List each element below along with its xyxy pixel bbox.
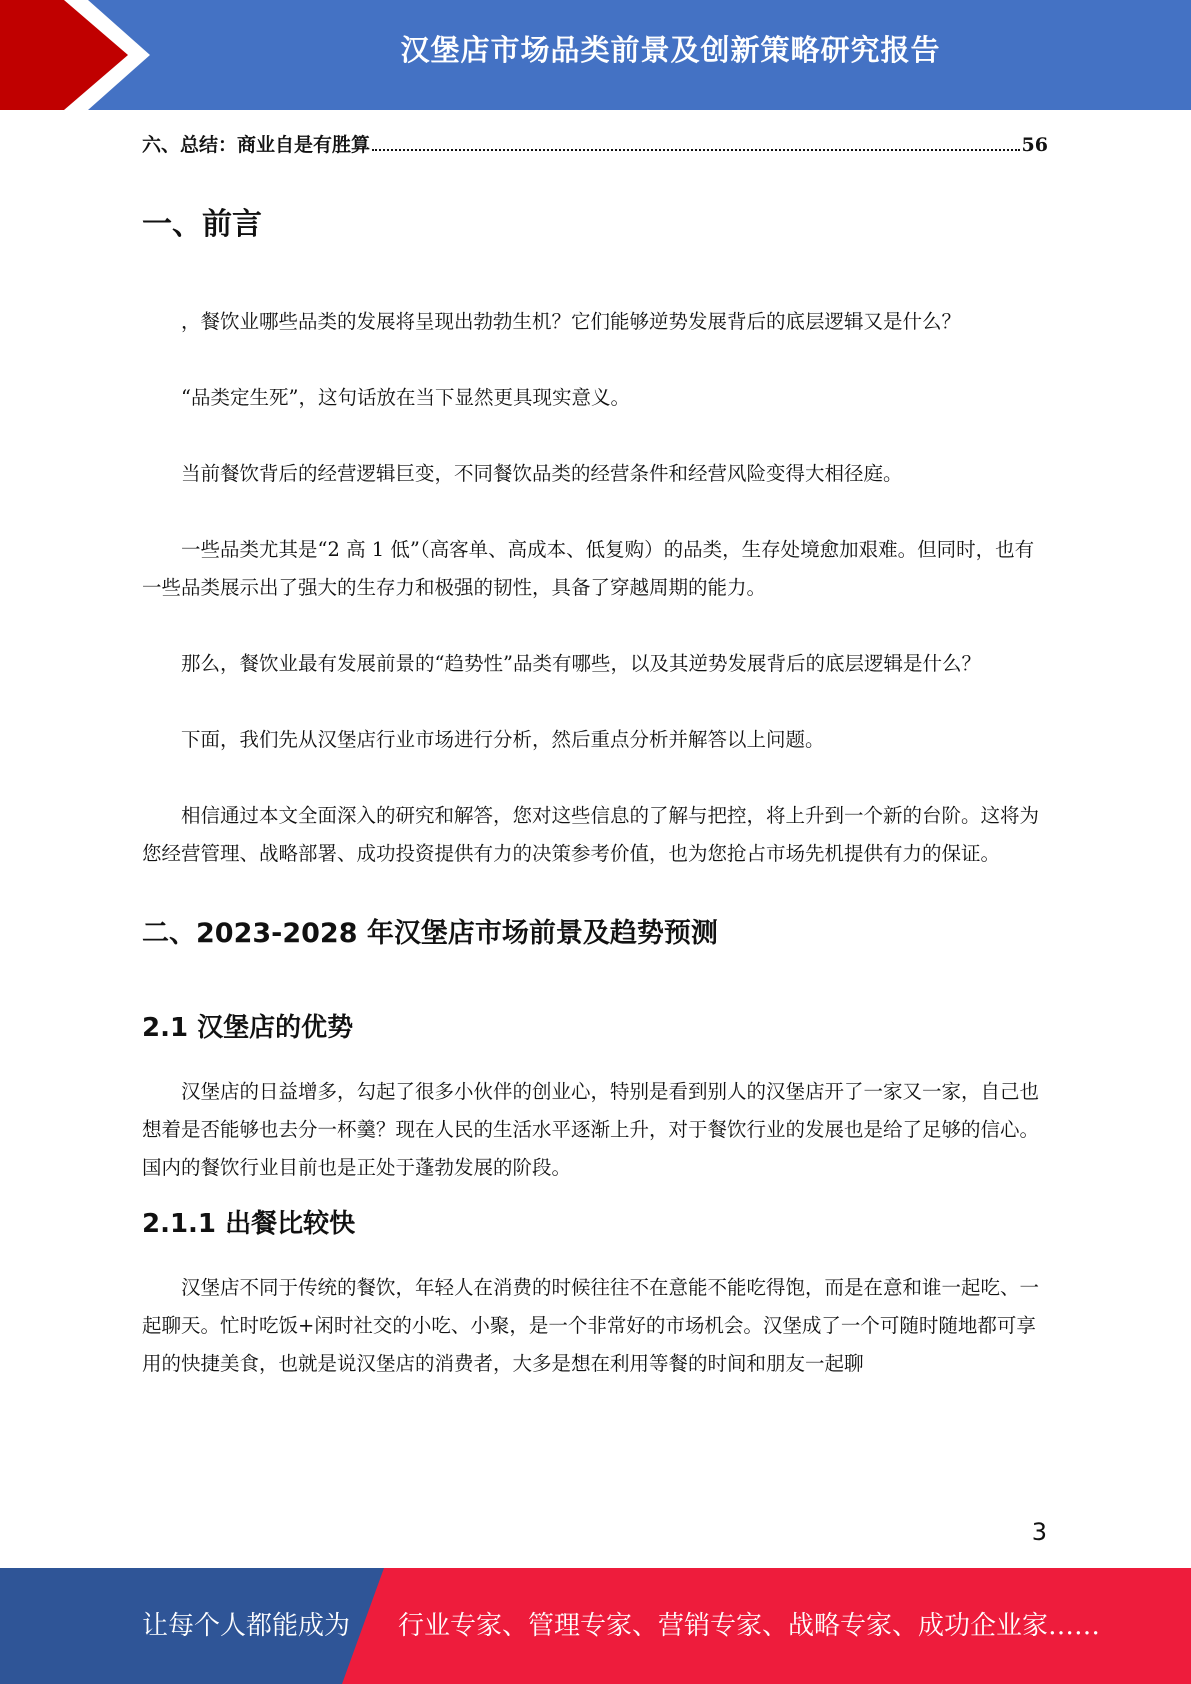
page-number: 3 <box>1031 1518 1047 1546</box>
preface-paragraph-6: 下面，我们先从汉堡店行业市场进行分析，然后重点分析并解答以上问题。 <box>181 728 825 751</box>
report-title: 汉堡店市场品类前景及创新策略研究报告 <box>400 33 941 67</box>
preface-paragraph-2: “品类定生死”，这句话放在当下显然更具现实意义。 <box>181 386 630 409</box>
header-arrow-decoration <box>0 0 160 110</box>
toc-entry[interactable] <box>142 130 1048 158</box>
fast-serving-paragraph: 汉堡店不同于传统的餐饮，年轻人在消费的时候往往不在意能不能吃得饱，而是在意和谁一起吃、一起聊天。忙时吃饭+闲时社交的小吃、小聚，是一个非常好的市场机会。汉堡成了一个可随时随地都可享用的快捷美食，也就是说汉堡店的消费者，大多是想在利用等餐的时间和朋友一起聊 <box>142 1276 1040 1375</box>
subsection-heading-advantages: 2.1 汉堡店的优势 <box>142 1013 354 1043</box>
page-footer <box>0 1568 1191 1684</box>
section-heading-preface: 一、前言 <box>142 207 262 242</box>
preface-paragraph-4: 一些品类尤其是“2 高 1 低”（高客单、高成本、低复购）的品类，生存处境愈加艰难。但同时，也有一些品类展示出了强大的生存力和极强的韧性，具备了穿越周期的能力。 <box>142 538 1035 599</box>
toc-entry-page: 56 <box>1021 134 1048 156</box>
preface-paragraph-3: 当前餐饮背后的经营逻辑巨变，不同餐饮品类的经营条件和经营风险变得大相径庭。 <box>181 462 903 485</box>
page-header <box>0 0 1191 110</box>
toc-dot-leader <box>372 149 1020 151</box>
subsection-heading-fast-serving: 2.1.1 出餐比较快 <box>142 1209 356 1239</box>
advantages-paragraph: 汉堡店的日益增多，勾起了很多小伙伴的创业心，特别是看到别人的汉堡店开了一家又一家，自己也想着是否能够也去分一杯羹？现在人民的生活水平逐渐上升，对于餐饮行业的发展也是给了足够的信心。国内的餐饮行业目前也是正处于蓬勃发展的阶段。 <box>142 1080 1040 1179</box>
preface-paragraph-1: ，餐饮业哪些品类的发展将呈现出勃勃生机？它们能够逆势发展背后的底层逻辑又是什么？ <box>181 310 962 333</box>
preface-paragraph-5: 那么，餐饮业最有发展前景的“趋势性”品类有哪些，以及其逆势发展背后的底层逻辑是什么？ <box>181 652 981 675</box>
document-body <box>142 195 1048 1383</box>
section-heading-forecast: 二、2023-2028 年汉堡店市场前景及趋势预测 <box>142 918 718 949</box>
footer-slogan-left: 让每个人都能成为 <box>142 1611 351 1641</box>
preface-paragraph-7: 相信通过本文全面深入的研究和解答，您对这些信息的了解与把控，将上升到一个新的台阶。这将为您经营管理、战略部署、成功投资提供有力的决策参考价值，也为您抢占市场先机提供有力的保证。 <box>142 804 1040 865</box>
toc-entry-label: 六、总结：商业自是有胜算 <box>142 134 371 156</box>
footer-slogan-right: 行业专家、管理专家、营销专家、战略专家、成功企业家…… <box>398 1611 1101 1641</box>
